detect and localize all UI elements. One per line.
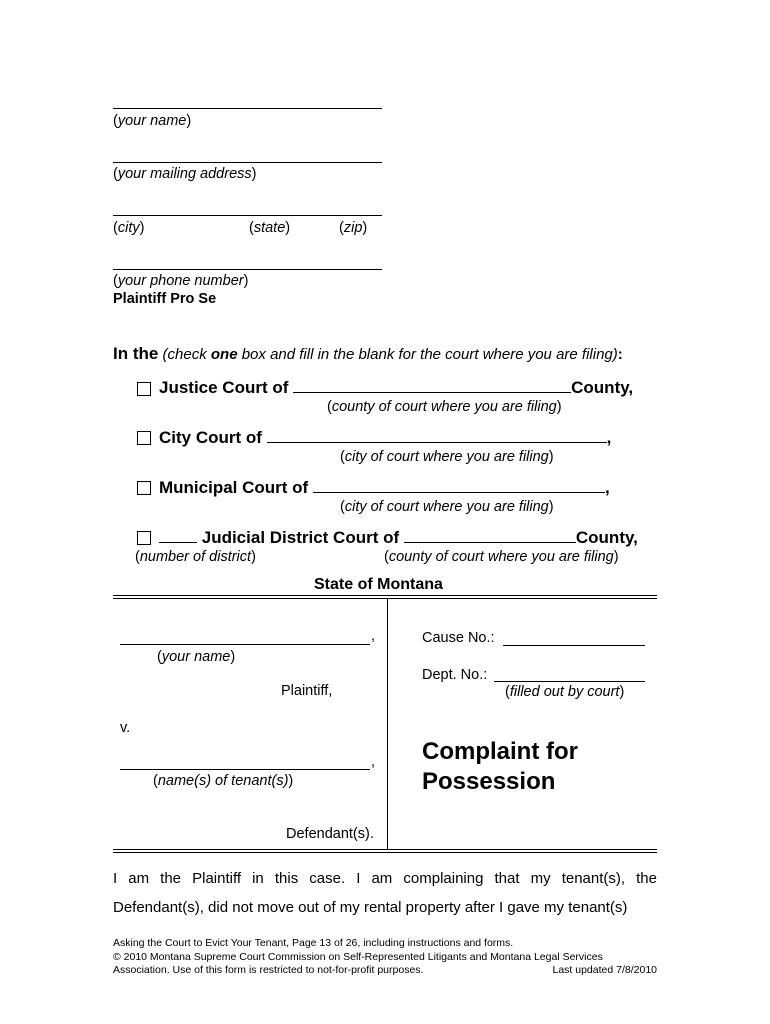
city-court-hint-text: city of court where you are filing bbox=[344, 449, 549, 465]
plaintiff-name-hint: (your name) bbox=[157, 649, 236, 665]
instruction-colon: : bbox=[617, 346, 623, 363]
municipal-court-label: Municipal Court of bbox=[159, 478, 309, 497]
city-court-suffix: , bbox=[606, 428, 612, 447]
phone-caption: (your phone number) bbox=[113, 273, 249, 289]
municipal-court-field[interactable] bbox=[313, 478, 605, 493]
justice-court-label: Justice Court of bbox=[159, 378, 289, 397]
caption-bottom-rule-1 bbox=[113, 849, 657, 850]
phone-field-line[interactable] bbox=[113, 269, 382, 270]
address-field-line[interactable] bbox=[113, 162, 382, 163]
municipal-court-row bbox=[159, 478, 610, 498]
municipal-court-hint-text: city of court where you are filing bbox=[344, 499, 549, 515]
district-number-hint: (number of district) bbox=[135, 549, 256, 565]
phone-caption-text: your phone number bbox=[117, 273, 244, 289]
caption-top-rule-1 bbox=[113, 595, 657, 596]
plaintiff-pro-se: Plaintiff Pro Se bbox=[113, 291, 217, 307]
justice-county-field[interactable] bbox=[293, 378, 571, 393]
city-court-label: City Court of bbox=[159, 428, 262, 447]
filled-by-court-hint: (filled out by court) bbox=[505, 684, 625, 700]
footer-line-2: © 2010 Montana Supreme Court Commission on Self-Represented Litigants and Montana Legal Services bbox=[113, 950, 603, 963]
municipal-court-checkbox[interactable] bbox=[137, 481, 151, 495]
name-field-line[interactable] bbox=[113, 108, 382, 109]
state-caption-text: state bbox=[253, 220, 286, 236]
city-caption: (city) bbox=[113, 220, 145, 236]
caption-top-rule-2 bbox=[113, 598, 657, 599]
district-number-hint-text: number of district bbox=[139, 549, 252, 565]
address-caption: (your mailing address) bbox=[113, 166, 257, 182]
footer-updated: Last updated 7/8/2010 bbox=[552, 964, 657, 976]
plaintiff-comma: , bbox=[371, 628, 376, 644]
cause-no-label: Cause No.: bbox=[422, 630, 495, 646]
defendant-label: Defendant(s). bbox=[286, 826, 374, 842]
complaint-paragraph: I am the Plaintiff in this case. I am complaining that my tenant(s), the Defendant(s), did not move out of my rental property after I gave my tenant(s) bbox=[113, 870, 657, 916]
dept-no-field[interactable] bbox=[494, 681, 645, 682]
city-court-row bbox=[159, 428, 611, 448]
justice-court-hint: (county of court where you are filing) bbox=[327, 399, 562, 415]
state-caption: (state) bbox=[249, 220, 291, 236]
address-caption-text: your mailing address bbox=[117, 166, 252, 182]
in-the-label: In the bbox=[113, 344, 159, 363]
plaintiff-name-hint-text: your name bbox=[161, 649, 231, 665]
city-court-checkbox[interactable] bbox=[137, 431, 151, 445]
instruction-pre: (check bbox=[162, 346, 211, 363]
title-line-1: Complaint for bbox=[422, 738, 578, 765]
dept-no-label: Dept. No.: bbox=[422, 667, 488, 683]
footer-line-3-row bbox=[113, 964, 657, 978]
footer bbox=[113, 937, 657, 978]
name-caption: (your name) bbox=[113, 113, 192, 129]
district-county-field[interactable] bbox=[404, 528, 576, 543]
instruction-post: box and fill in the blank for the court where you are filing) bbox=[237, 346, 618, 363]
footer-line-3: Association. Use of this form is restricted to not-for-profit purposes. bbox=[113, 964, 424, 976]
municipal-court-hint: (city of court where you are filing) bbox=[340, 499, 554, 515]
city-state-zip-field-line[interactable] bbox=[113, 215, 382, 216]
caption-bottom-rule-2 bbox=[113, 852, 657, 853]
title-line-2: Possession bbox=[422, 768, 556, 795]
justice-court-checkbox[interactable] bbox=[137, 382, 151, 396]
municipal-court-suffix: , bbox=[604, 478, 610, 497]
district-county-hint-text: county of court where you are filing bbox=[388, 549, 614, 565]
cause-no-field[interactable] bbox=[503, 645, 645, 646]
district-court-suffix: County, bbox=[575, 528, 638, 547]
justice-court-suffix: County, bbox=[571, 378, 634, 397]
caption-divider bbox=[387, 599, 388, 850]
tenant-name-field[interactable] bbox=[120, 769, 370, 770]
zip-caption-text: zip bbox=[343, 220, 363, 236]
plaintiff-name-field[interactable] bbox=[120, 644, 370, 645]
filled-by-court-text: filled out by court bbox=[509, 684, 620, 700]
district-court-row bbox=[159, 528, 638, 548]
city-caption-text: city bbox=[117, 220, 140, 236]
city-court-field[interactable] bbox=[267, 428, 607, 443]
district-number-field[interactable] bbox=[159, 528, 197, 543]
district-court-label: Judicial District Court of bbox=[201, 528, 400, 547]
city-court-hint: (city of court where you are filing) bbox=[340, 449, 554, 465]
state-of-montana: State of Montana bbox=[314, 576, 443, 593]
court-instruction bbox=[113, 344, 623, 364]
versus-label: v. bbox=[120, 720, 131, 736]
instruction-bold: one bbox=[210, 346, 238, 363]
zip-caption: (zip) bbox=[339, 220, 368, 236]
name-caption-text: your name bbox=[117, 113, 187, 129]
district-court-checkbox[interactable] bbox=[137, 531, 151, 545]
justice-court-hint-text: county of court where you are filing bbox=[331, 399, 557, 415]
plaintiff-label: Plaintiff, bbox=[281, 683, 333, 699]
footer-line-1: Asking the Court to Evict Your Tenant, Page 13 of 26, including instructions and forms. bbox=[113, 937, 514, 949]
document-title bbox=[422, 737, 578, 797]
district-county-hint: (county of court where you are filing) bbox=[384, 549, 619, 565]
tenant-comma: , bbox=[371, 754, 376, 770]
tenant-name-hint: (name(s) of tenant(s)) bbox=[153, 773, 294, 789]
justice-court-row bbox=[159, 378, 633, 398]
tenant-name-hint-text: name(s) of tenant(s) bbox=[157, 773, 289, 789]
